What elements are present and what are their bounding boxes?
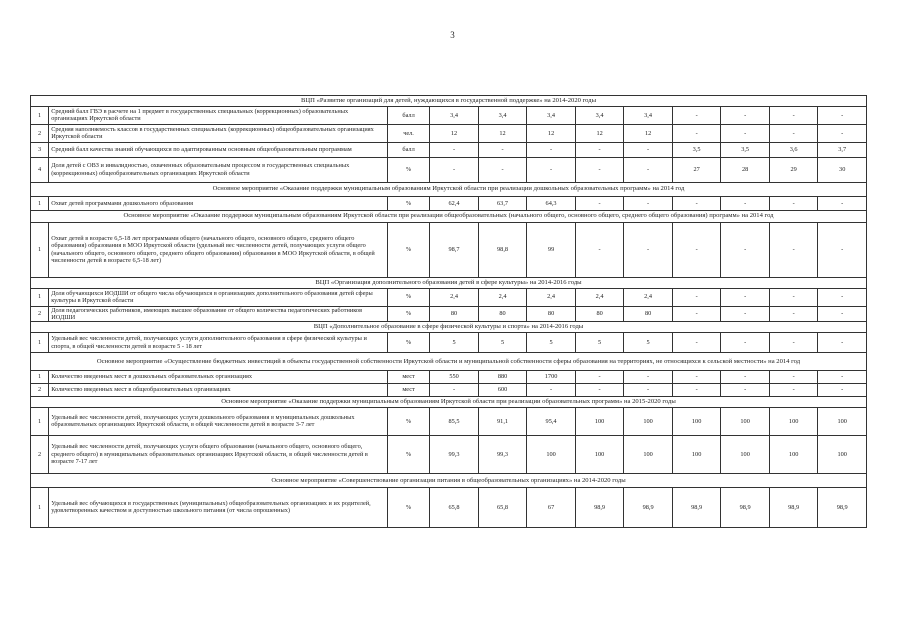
indicator-description: Охват детей в возрасте 6,5-18 лет программами общего (начального общего, основного общего, среднего общего образования) образования в МОО Иркутской области (удельный вес численности детей, получающих услуги общего (начального общего, основного общего, среднего общего образования) образования в МОО Иркутской области, в общей численности детей в возрасте 6,5-18 лет) [49, 222, 388, 277]
value-cell: - [575, 384, 624, 397]
value-cell: - [672, 371, 721, 384]
value-cell: - [624, 222, 673, 277]
value-cell: 30 [818, 157, 867, 182]
section-header: Основное мероприятие «Оказание поддержки муниципальным образованиям Иркутской области при реализации дошкольных образовательных программ» на 2014 год [31, 182, 867, 196]
unit-cell: мест [387, 371, 429, 384]
table-row [31, 435, 867, 473]
value-cell: - [769, 124, 818, 142]
row-number: 1 [31, 333, 49, 353]
value-cell: 98,7 [430, 222, 479, 277]
indicator-description: Средняя наполняемость классов в государственных специальных (коррекционных) общеобразовательных организациях Иркутской области [49, 124, 388, 142]
table-row [31, 333, 867, 353]
value-cell: 3,6 [769, 142, 818, 157]
value-cell: - [721, 106, 770, 124]
unit-cell: % [387, 333, 429, 353]
table-row [31, 288, 867, 306]
value-cell: - [430, 157, 479, 182]
indicator-description: Средний балл качества знаний обучающихся по адаптированным основным общеобразовательным программам [49, 142, 388, 157]
row-number: 2 [31, 124, 49, 142]
value-cell: - [672, 124, 721, 142]
value-cell: - [527, 157, 576, 182]
table-row [31, 157, 867, 182]
value-cell: - [478, 157, 527, 182]
value-cell: 1700 [527, 371, 576, 384]
value-cell: 12 [575, 124, 624, 142]
section-header-row [31, 210, 867, 222]
value-cell: 65,8 [478, 487, 527, 527]
value-cell: - [818, 384, 867, 397]
indicator-description: Удельный вес численности детей, получающих услуги общего образования (начального общего, основного общего, среднего общего) в муниципальных образовательных организациях Иркутской области, в общей численности детей в возрасте 7-17 лет [49, 435, 388, 473]
section-header: Основное мероприятие «Оказание поддержки муниципальным образованиям Иркутской области при реализации образовательных программ» на 2015-2020 годы [31, 397, 867, 408]
unit-cell: % [387, 157, 429, 182]
row-number: 1 [31, 106, 49, 124]
value-cell: 100 [672, 407, 721, 435]
unit-cell: чел. [387, 124, 429, 142]
table-row [31, 487, 867, 527]
indicator-description: Количество введенных мест в дошкольных образовательных организациях [49, 371, 388, 384]
value-cell: 63,7 [478, 196, 527, 210]
value-cell: 5 [575, 333, 624, 353]
section-header-row [31, 96, 867, 107]
value-cell: 100 [624, 435, 673, 473]
unit-cell: % [387, 487, 429, 527]
value-cell: - [769, 333, 818, 353]
unit-cell: балл [387, 142, 429, 157]
value-cell: 95,4 [527, 407, 576, 435]
value-cell: 80 [624, 306, 673, 322]
value-cell: - [672, 196, 721, 210]
value-cell: 100 [575, 435, 624, 473]
value-cell: 80 [527, 306, 576, 322]
value-cell: 98,9 [624, 487, 673, 527]
value-cell: - [672, 106, 721, 124]
indicator-description: Средний балл ГВЭ в расчете на 1 предмет в государственных специальных (коррекционных) образовательных организациях Иркутской области [49, 106, 388, 124]
value-cell: 3,4 [430, 106, 479, 124]
indicator-description: Доля педагогических работников, имеющих высшее образование от общего количества педагогических работников ИОДШИ [49, 306, 388, 322]
value-cell: - [575, 142, 624, 157]
section-header-row [31, 353, 867, 371]
value-cell: - [527, 384, 576, 397]
value-cell: - [818, 371, 867, 384]
table-row [31, 196, 867, 210]
value-cell: - [575, 222, 624, 277]
indicator-description: Охват детей программами дошкольного образования [49, 196, 388, 210]
value-cell: 98,9 [575, 487, 624, 527]
value-cell: - [575, 371, 624, 384]
value-cell: 3,7 [818, 142, 867, 157]
value-cell: - [721, 124, 770, 142]
indicator-description: Удельный вес численности детей, получающих услуги дополнительного образования в сфере физической культуры и спорта, в общей численности детей в возрасте 5 - 18 лет [49, 333, 388, 353]
value-cell: 2,4 [527, 288, 576, 306]
indicators-table [30, 95, 867, 528]
indicator-description: Доля детей с ОВЗ и инвалидностью, охваченных образовательным процессом в государственных специальных (коррекционных) общеобразовательных организациях Иркутской области [49, 157, 388, 182]
value-cell: 29 [769, 157, 818, 182]
value-cell: 100 [818, 435, 867, 473]
value-cell: 2,4 [430, 288, 479, 306]
value-cell: 5 [624, 333, 673, 353]
value-cell: 80 [478, 306, 527, 322]
row-number: 1 [31, 407, 49, 435]
value-cell: 550 [430, 371, 479, 384]
value-cell: - [818, 306, 867, 322]
row-number: 2 [31, 384, 49, 397]
value-cell: - [478, 142, 527, 157]
section-header-row [31, 322, 867, 333]
value-cell: 100 [527, 435, 576, 473]
table-row [31, 106, 867, 124]
value-cell: 100 [721, 407, 770, 435]
unit-cell: % [387, 306, 429, 322]
row-number: 1 [31, 222, 49, 277]
page-number: 3 [450, 30, 455, 40]
value-cell: 100 [818, 407, 867, 435]
unit-cell: % [387, 407, 429, 435]
value-cell: - [721, 288, 770, 306]
value-cell: 99,3 [430, 435, 479, 473]
table-row [31, 142, 867, 157]
value-cell: - [527, 142, 576, 157]
value-cell: 3,5 [672, 142, 721, 157]
unit-cell: балл [387, 106, 429, 124]
value-cell: 100 [769, 407, 818, 435]
value-cell: 100 [672, 435, 721, 473]
value-cell: 91,1 [478, 407, 527, 435]
value-cell: 80 [430, 306, 479, 322]
value-cell: 2,4 [624, 288, 673, 306]
value-cell: - [672, 333, 721, 353]
section-header: ВЦП «Дополнительное образование в сфере физической культуры и спорта» на 2014-2016 годы [31, 322, 867, 333]
section-header-row [31, 182, 867, 196]
section-header-row [31, 473, 867, 487]
table-row [31, 384, 867, 397]
value-cell: 12 [624, 124, 673, 142]
value-cell: - [672, 288, 721, 306]
value-cell: 85,5 [430, 407, 479, 435]
value-cell: 98,9 [818, 487, 867, 527]
value-cell: 3,4 [478, 106, 527, 124]
value-cell: 100 [721, 435, 770, 473]
value-cell: 98,9 [769, 487, 818, 527]
value-cell: - [672, 306, 721, 322]
value-cell: 3,4 [527, 106, 576, 124]
value-cell: - [721, 371, 770, 384]
value-cell: - [769, 106, 818, 124]
value-cell: 27 [672, 157, 721, 182]
value-cell: - [721, 306, 770, 322]
row-number: 1 [31, 487, 49, 527]
value-cell: 28 [721, 157, 770, 182]
value-cell: - [624, 371, 673, 384]
unit-cell: мест [387, 384, 429, 397]
value-cell: - [818, 222, 867, 277]
value-cell: 2,4 [478, 288, 527, 306]
indicator-description: Доля обучающихся ИОДШИ от общего числа обучающихся в организациях дополнительного образования детей сферы культуры в Иркутской области [49, 288, 388, 306]
value-cell: 67 [527, 487, 576, 527]
value-cell: - [721, 222, 770, 277]
value-cell: - [672, 384, 721, 397]
value-cell: - [624, 157, 673, 182]
value-cell: 65,8 [430, 487, 479, 527]
unit-cell: % [387, 196, 429, 210]
indicator-description: Удельный вес обучающихся в государственных (муниципальных) общеобразовательных организациях и их родителей, удовлетворенных качеством и доступностью школьного питания (от числа опрошенных) [49, 487, 388, 527]
value-cell: - [818, 196, 867, 210]
table-row [31, 124, 867, 142]
row-number: 1 [31, 196, 49, 210]
value-cell: 3,4 [575, 106, 624, 124]
section-header-row [31, 277, 867, 288]
value-cell: - [769, 371, 818, 384]
section-header-row [31, 397, 867, 408]
value-cell: - [818, 106, 867, 124]
section-header: Основное мероприятие «Оказание поддержки муниципальным образованиям Иркутской области при реализации общеобразовательных (начального общего, основного общего, среднего общего образования) программ» на 2014 год [31, 210, 867, 222]
table-row [31, 371, 867, 384]
value-cell: 100 [575, 407, 624, 435]
value-cell: 100 [769, 435, 818, 473]
value-cell: 98,8 [478, 222, 527, 277]
value-cell: - [430, 384, 479, 397]
value-cell: - [769, 288, 818, 306]
indicator-description: Удельный вес численности детей, получающих услуги дошкольного образования в муниципальных дошкольных образовательных организациях Иркутской области, в общей численности детей в возрасте 3-7 лет [49, 407, 388, 435]
value-cell: - [818, 288, 867, 306]
unit-cell: % [387, 435, 429, 473]
value-cell: 5 [478, 333, 527, 353]
value-cell: - [769, 196, 818, 210]
unit-cell: % [387, 222, 429, 277]
table-body [31, 96, 867, 528]
section-header: ВЦП «Организация дополнительного образования детей в сфере культуры» на 2014-2016 годы [31, 277, 867, 288]
value-cell: 12 [527, 124, 576, 142]
value-cell: - [769, 222, 818, 277]
table-row [31, 222, 867, 277]
value-cell: 62,4 [430, 196, 479, 210]
value-cell: 3,5 [721, 142, 770, 157]
value-cell: 98,9 [721, 487, 770, 527]
value-cell: - [624, 142, 673, 157]
section-header: ВЦП «Развитие организаций для детей, нуждающихся в государственной поддержке» на 2014-2020 годы [31, 96, 867, 107]
value-cell: 2,4 [575, 288, 624, 306]
value-cell: 880 [478, 371, 527, 384]
value-cell: 12 [478, 124, 527, 142]
value-cell: - [624, 196, 673, 210]
value-cell: - [769, 306, 818, 322]
row-number: 4 [31, 157, 49, 182]
value-cell: - [624, 384, 673, 397]
value-cell: - [818, 124, 867, 142]
row-number: 3 [31, 142, 49, 157]
section-header: Основное мероприятие «Совершенствование организации питания в общеобразовательных организациях» на 2014-2020 годы [31, 473, 867, 487]
value-cell: 64,3 [527, 196, 576, 210]
row-number: 1 [31, 371, 49, 384]
row-number: 2 [31, 435, 49, 473]
value-cell: - [721, 384, 770, 397]
value-cell: 3,4 [624, 106, 673, 124]
value-cell: 5 [430, 333, 479, 353]
value-cell: 5 [527, 333, 576, 353]
row-number: 1 [31, 288, 49, 306]
row-number: 2 [31, 306, 49, 322]
value-cell: 12 [430, 124, 479, 142]
indicator-description: Количество введенных мест в общеобразовательных организациях [49, 384, 388, 397]
unit-cell: % [387, 288, 429, 306]
value-cell: 80 [575, 306, 624, 322]
value-cell: - [721, 196, 770, 210]
value-cell: - [430, 142, 479, 157]
value-cell: 100 [624, 407, 673, 435]
table-row [31, 407, 867, 435]
value-cell: - [575, 196, 624, 210]
table-row [31, 306, 867, 322]
value-cell: - [769, 384, 818, 397]
value-cell: - [721, 333, 770, 353]
section-header: Основное мероприятие «Осуществление бюджетных инвестиций в объекты государственной собственности Иркутской области и муниципальной собственности сферы образования на территориях, не относящихся к сельской местности» на 2014 год [31, 353, 867, 371]
value-cell: 99 [527, 222, 576, 277]
value-cell: - [818, 333, 867, 353]
value-cell: 98,9 [672, 487, 721, 527]
value-cell: - [575, 157, 624, 182]
value-cell: 99,3 [478, 435, 527, 473]
value-cell: - [672, 222, 721, 277]
value-cell: 600 [478, 384, 527, 397]
